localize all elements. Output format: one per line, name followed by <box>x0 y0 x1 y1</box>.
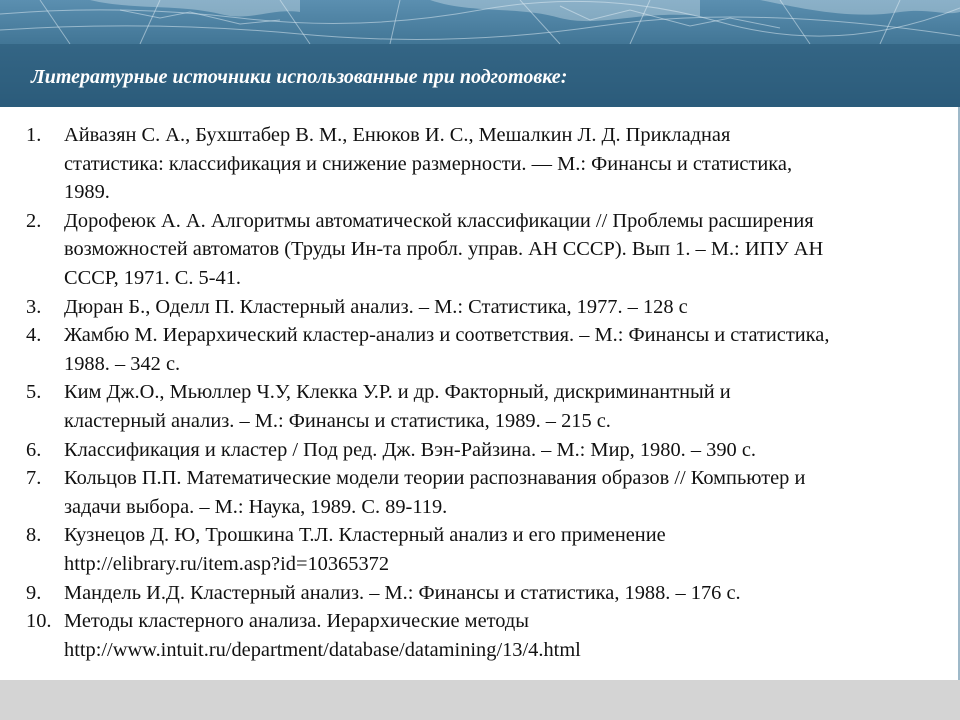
reference-line: Мандель И.Д. Кластерный анализ. – М.: Финансы и статистика, 1988. – 176 с. <box>64 581 741 604</box>
reference-text <box>64 436 756 465</box>
reference-text <box>64 121 792 207</box>
reference-line: 1989. <box>64 181 110 204</box>
reference-line: Ким Дж.О., Мьюллер Ч.У, Клекка У.Р. и др. Факторный, дискриминантный и <box>64 381 731 404</box>
reference-item <box>26 121 960 207</box>
reference-link[interactable]: http://www.intuit.ru/department/database/datamining/13/4.html <box>64 638 581 661</box>
reference-number: 5. <box>26 381 42 404</box>
slide-title: Литературные источники использованные при подготовке: <box>31 66 568 88</box>
reference-number: 9. <box>26 581 42 604</box>
reference-line: Кольцов П.П. Математические модели теории распознавания образов // Компьютер и <box>64 467 806 490</box>
reference-item <box>26 207 960 293</box>
reference-line: Методы кластерного анализа. Иерархические методы <box>64 610 529 633</box>
reference-line: возможностей автоматов (Труды Ин-та пробл. управ. АН СССР). Вып 1. – М.: ИПУ АН <box>64 238 824 261</box>
reference-number: 3. <box>26 295 42 318</box>
reference-text <box>64 521 666 578</box>
reference-item <box>26 579 960 608</box>
reference-number: 2. <box>26 209 42 232</box>
reference-line: Кузнецов Д. Ю, Трошкина Т.Л. Кластерный анализ и его применение <box>64 524 666 547</box>
reference-number: 1. <box>26 124 42 146</box>
reference-item <box>26 436 960 465</box>
reference-line: задачи выбора. – М.: Наука, 1989. С. 89-119. <box>64 495 448 518</box>
reference-line: Дюран Б., Оделл П. Кластерный анализ. – М.: Статистика, 1977. – 128 с <box>64 295 688 318</box>
reference-number: 4. <box>26 324 42 347</box>
reference-number: 7. <box>26 467 42 490</box>
reference-item <box>26 464 960 521</box>
references-list <box>26 121 960 664</box>
reference-line: Классификация и кластер / Под ред. Дж. Вэн-Райзина. – М.: Мир, 1980. – 390 с. <box>64 438 756 461</box>
reference-line: 1988. – 342 с. <box>64 352 181 375</box>
reference-number: 6. <box>26 438 42 461</box>
reference-item <box>26 607 960 664</box>
reference-text <box>64 321 829 378</box>
footer-band <box>0 680 960 720</box>
header-banner <box>0 0 960 107</box>
reference-text <box>64 607 581 664</box>
reference-line: Дорофеюк А. А. Алгоритмы автоматической классификации // Проблемы расширения <box>64 209 814 232</box>
reference-line: Айвазян С. А., Бухштабер В. М., Енюков И. С., Мешалкин Л. Д. Прикладная <box>64 124 731 146</box>
reference-number: 8. <box>26 524 42 547</box>
reference-item <box>26 321 960 378</box>
reference-text <box>64 207 823 293</box>
reference-text <box>64 579 741 608</box>
reference-item <box>26 293 960 322</box>
reference-line: СССР, 1971. С. 5-41. <box>64 266 242 289</box>
reference-text <box>64 464 805 521</box>
reference-line: кластерный анализ. – М.: Финансы и статистика, 1989. – 215 с. <box>64 409 611 432</box>
reference-line: Жамбю М. Иерархический кластер-анализ и соответствия. – М.: Финансы и статистика, <box>64 324 830 347</box>
reference-text <box>64 378 731 435</box>
reference-link[interactable]: http://elibrary.ru/item.asp?id=10365372 <box>64 552 390 575</box>
reference-text <box>64 293 688 322</box>
reference-number: 10. <box>26 610 52 633</box>
reference-item <box>26 521 960 578</box>
reference-line: статистика: классификация и снижение размерности. — М.: Финансы и статистика, <box>64 152 793 175</box>
reference-item <box>26 378 960 435</box>
